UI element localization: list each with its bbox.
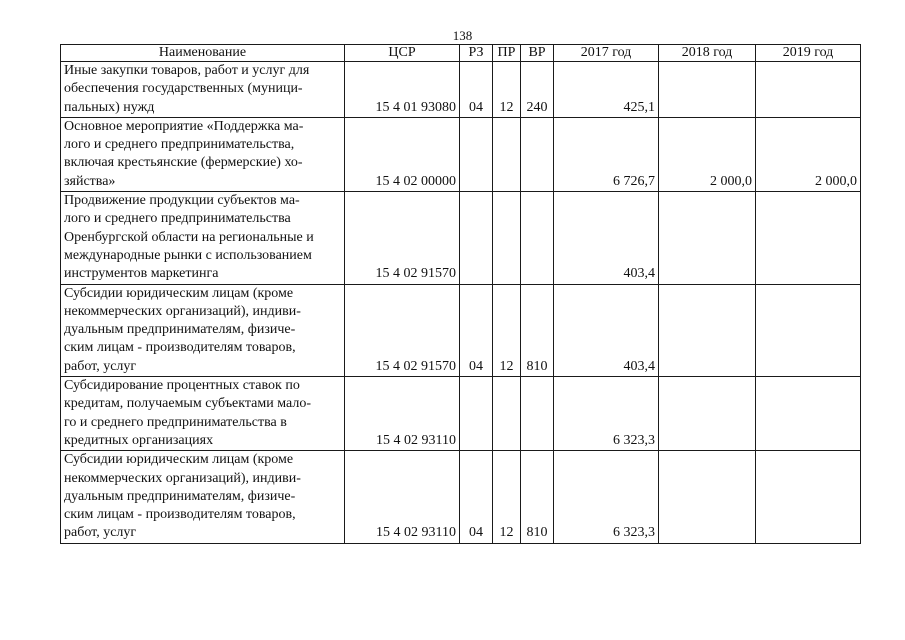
row-name-line: лого и среднего предпринимательства, [64,137,295,153]
row-2018: 2 000,0 [659,117,756,191]
row-name-line: работ, услуг [64,525,137,541]
row-name-line: Иные закупки товаров, работ и услуг для [64,63,310,78]
header-2018: 2018 год [659,45,756,62]
row-name-line: Продвижение продукции субъектов ма- [64,193,300,209]
row-name-line: Субсидии юридическим лицам (кроме [64,285,294,301]
table-row [61,62,861,118]
header-2019: 2019 год [756,45,861,62]
row-2019 [756,451,861,543]
row-name-line: включая крестьянские (фермерские) хо- [64,155,303,171]
table-row [61,451,861,543]
row-name-line: кредитных организациях [64,432,214,448]
row-rz: 04 [460,284,493,376]
row-name-line: инструментов маркетинга [64,266,219,282]
row-name-cell [61,284,345,376]
row-rz: 04 [460,451,493,543]
table-row [61,192,861,284]
row-csr: 15 4 01 93080 [345,62,460,118]
row-pr [493,377,521,451]
row-pr: 12 [493,451,521,543]
row-rz [460,192,493,284]
row-pr [493,117,521,191]
row-vr: 810 [521,284,554,376]
row-vr: 810 [521,451,554,543]
row-2018 [659,451,756,543]
header-pr: ПР [493,45,521,62]
row-rz: 04 [460,62,493,118]
row-name-line: дуальным предпринимателям, физиче- [64,322,296,338]
row-name-line: некоммерческих организаций), индиви- [64,303,301,319]
table-row [61,377,861,451]
row-2017: 6 726,7 [554,117,659,191]
row-name-cell [61,117,345,191]
row-rz [460,117,493,191]
row-name-line: международные рынки с использованием [64,247,312,263]
row-name-cell [61,451,345,543]
row-csr: 15 4 02 93110 [345,451,460,543]
row-name-cell [61,62,345,118]
row-vr [521,377,554,451]
row-2018 [659,62,756,118]
header-csr: ЦСР [345,45,460,62]
row-name-line: работ, услуг [64,358,137,374]
row-name-line: пальных) нужд [64,99,155,115]
header-2017: 2017 год [554,45,659,62]
row-name-line: зяйства» [64,173,116,189]
header-vr: ВР [521,45,554,62]
row-2019 [756,284,861,376]
row-name-line: Субсидии юридическим лицам (кроме [64,452,294,468]
row-csr: 15 4 02 91570 [345,192,460,284]
budget-table [60,44,861,544]
row-name-cell [61,377,345,451]
row-2019 [756,192,861,284]
row-name-line: ским лицам - производителям товаров, [64,340,296,356]
row-name-line: го и среднего предпринимательства в [64,414,287,430]
row-pr: 12 [493,62,521,118]
table-header-row [61,45,861,62]
row-2019: 2 000,0 [756,117,861,191]
row-name-cell [61,192,345,284]
row-csr: 15 4 02 00000 [345,117,460,191]
row-pr: 12 [493,284,521,376]
table-row [61,284,861,376]
row-name-line: некоммерческих организаций), индиви- [64,470,301,486]
header-name: Наименование [61,45,345,62]
row-name-line: кредитам, получаемым субъектами мало- [64,396,311,412]
row-name-line: лого и среднего предпринимательства [64,211,291,227]
row-2019 [756,377,861,451]
row-name-line: Оренбургской области на региональные и [64,229,314,245]
row-vr [521,117,554,191]
row-vr [521,192,554,284]
row-csr: 15 4 02 93110 [345,377,460,451]
header-rz: РЗ [460,45,493,62]
page-number: 138 [452,28,473,43]
row-2019 [756,62,861,118]
row-rz [460,377,493,451]
row-2017: 6 323,3 [554,377,659,451]
row-name-line: Субсидирование процентных ставок по [64,378,300,394]
row-csr: 15 4 02 91570 [345,284,460,376]
row-2018 [659,192,756,284]
row-2017: 403,4 [554,192,659,284]
row-pr [493,192,521,284]
row-2018 [659,377,756,451]
row-name-line: ским лицам - производителям товаров, [64,507,296,523]
row-2017: 425,1 [554,62,659,118]
row-name-line: обеспечения государственных (муници- [64,81,303,97]
row-name-line: Основное мероприятие «Поддержка ма- [64,118,304,134]
row-vr: 240 [521,62,554,118]
row-2018 [659,284,756,376]
row-2017: 403,4 [554,284,659,376]
row-name-line: дуальным предпринимателям, физиче- [64,488,296,504]
table-row [61,117,861,191]
row-2017: 6 323,3 [554,451,659,543]
